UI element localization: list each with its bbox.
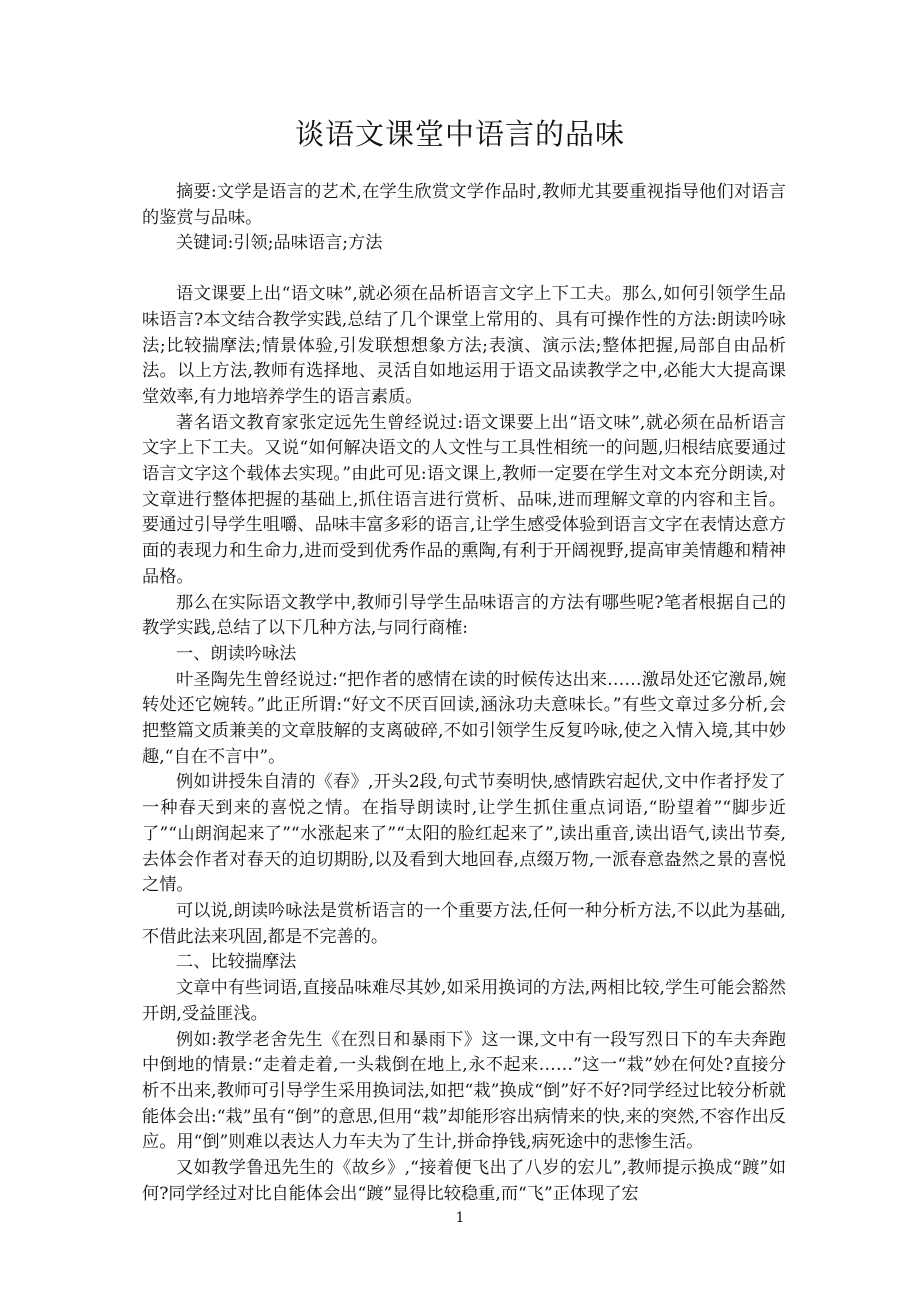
body-paragraph: 又如教学鲁迅先生的《故乡》,“接着便飞出了八岁的宏儿”,教师提示换成“踱”如何?同学经过对比自能体会出“踱”显得比较稳重,而“飞”正体现了宏	[142, 1158, 786, 1204]
abstract-paragraph: 摘要:文学是语言的艺术,在学生欣赏文学作品时,教师尤其要重视指导他们对语言的鉴赏与品味。	[142, 182, 786, 228]
section-heading: 二、比较揣摩法	[176, 952, 297, 973]
body-paragraph: 那么在实际语文教学中,教师引导学生品味语言的方法有哪些呢?笔者根据自己的教学实践,总结了以下几种方法,与同行商榷:	[142, 592, 786, 639]
body-paragraph: 著名语文教育家张定远先生曾经说过:语文课要上出“语文味”,就必须在品析语言文字上下工夫。又说“如何解决语文的人文性与工具性相统一的问题,归根结底要通过语言文字这个载体去实现。”由此可见:语文课上,教师一定要在学生对文本充分朗读,对文章进行整体把握的基础上,抓住语言进行赏析、品味,进而理解文章的内容和主旨。要通过引导学生咀嚼、品味丰富多彩的语言,让学生感受体验到语言文字在表情达意方面的表现力和生命力,进而受到优秀作品的熏陶,有利于开阔视野,提高审美情趣和精神品格。	[142, 412, 786, 587]
body-paragraph: 文章中有些词语,直接品味难尽其妙,如采用换词的方法,两相比较,学生可能会豁然开朗,受益匪浅。	[142, 978, 786, 1024]
body-paragraph: 语文课要上出“语文味”,就必须在品析语言文字上下工夫。那么,如何引领学生品味语言?本文结合教学实践,总结了几个课堂上常用的、具有可操作性的方法:朗读吟咏法;比较揣摩法;情景体验,引发联想想象方法;表演、演示法;整体把握,局部自由品析法。以上方法,教师有选择地、灵活自如地运用于语文品读教学之中,必能大大提高课堂效率,有力地培养学生的语言素质。	[142, 284, 786, 407]
document-body	[142, 180, 786, 1207]
page-number: 1	[455, 1210, 465, 1226]
body-paragraph: 例如:教学老舍先生《在烈日和暴雨下》这一课,文中有一段写烈日下的车夫奔跑中倒地的情景:“走着走着,一头栽倒在地上,永不起来……”这一“栽”妙在何处?直接分析不出来,教师可引导学生采用换词法,如把“栽”换成“倒”好不好?同学经过比较分析就能体会出:“栽”虽有“倒”的意思,但用“栽”却能形容出病情来的快,来的突然,不容作出反应。用“倒”则难以表达人力车夫为了生计,拼命挣钱,病死途中的悲惨生活。	[142, 1029, 786, 1153]
body-paragraph: 例如讲授朱自清的《春》,开头2段,句式节奏明快,感情跌宕起伏,文中作者抒发了一种春天到来的喜悦之情。在指导朗读时,让学生抓住重点词语,“盼望着”“脚步近了”“山朗润起来了”“水涨起来了”“太阳的脸红起来了”,读出重音,读出语气,读出节奏,去体会作者对春天的迫切期盼,以及看到大地回春,点缀万物,一派春意盎然之景的喜悦之情。	[142, 772, 786, 896]
section-heading: 一、朗读吟咏法	[176, 643, 297, 664]
keywords-paragraph: 关键词:引领;品味语言;方法	[176, 233, 383, 254]
body-paragraph: 可以说,朗读吟咏法是赏析语言的一个重要方法,任何一种分析方法,不以此为基础,不借此法来巩固,都是不完善的。	[142, 900, 786, 947]
document-title: 谈语文课堂中语言的品味	[294, 117, 625, 151]
body-paragraph: 叶圣陶先生曾经说过:“把作者的感情在读的时候传达出来……激昂处还它激昂,婉转处还它婉转。”此正所谓:“好文不厌百回读,涵泳功夫意味长。”有些文章过多分析,会把整篇文质兼美的文章肢解的支离破碎,不如引领学生反复吟咏,使之入情入境,其中妙趣,“自在不言中”。	[142, 669, 786, 767]
